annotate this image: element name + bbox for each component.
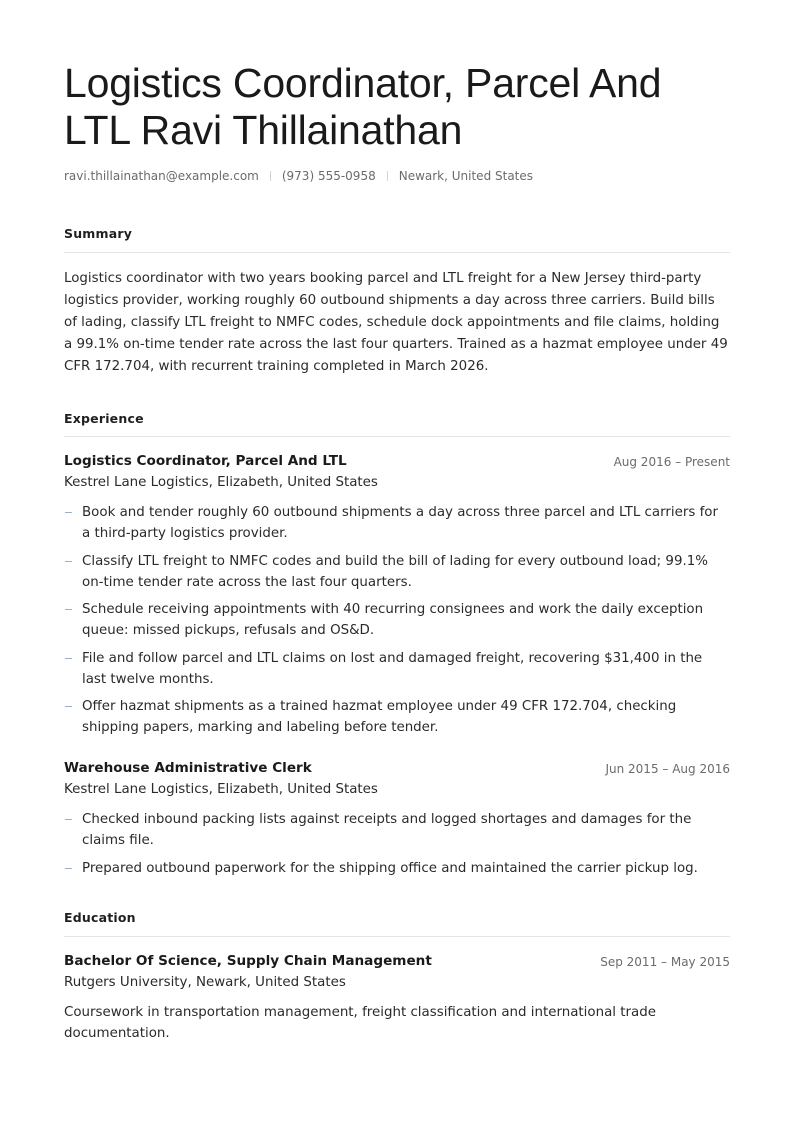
dash-icon <box>65 819 72 820</box>
job-dates: Aug 2016 – Present <box>613 455 730 469</box>
job-bullet-list <box>64 502 730 745</box>
bullet-text: Classify LTL freight to NMFC codes and build the bill of lading for every outbound load; 99.1% on-time tender rate across the last four quarters. <box>82 553 708 590</box>
summary-heading: Summary <box>64 226 133 241</box>
dash-icon <box>65 706 72 707</box>
degree-title: Bachelor Of Science, Supply Chain Management <box>64 953 432 969</box>
bullet-item <box>64 599 730 641</box>
experience-divider <box>64 436 730 437</box>
dash-icon <box>65 512 72 513</box>
dash-icon <box>65 561 72 562</box>
contact-separator <box>270 171 271 181</box>
bullet-text: Schedule receiving appointments with 40 recurring consignees and work the daily exception queue: missed pickups, refusals and OS&D. <box>82 602 704 638</box>
bullet-text: Prepared outbound paperwork for the shipping office and maintained the carrier pickup log. <box>82 860 698 876</box>
summary-text: Logistics coordinator with two years booking parcel and LTL freight for a New Jersey third-party logistics provider, working roughly 60 outbound shipments a day across three carriers. Build bills of lading, classify LTL freight to NMFC codes, schedule dock appointments and file claims, holding a 99.1% on-time tender rate across the last four quarters. Trained as a hazmat employee under 49 CFR 172.704, with recurrent training completed in March 2026. <box>64 271 728 374</box>
job-title: Warehouse Administrative Clerk <box>64 760 312 776</box>
contact-location: Newark, United States <box>398 169 534 183</box>
job-dates: Jun 2015 – Aug 2016 <box>605 762 730 776</box>
bullet-item <box>64 809 730 851</box>
resume-title: Logistics Coordinator, Parcel And LTL Ravi Thillainathan <box>64 60 662 153</box>
bullet-item <box>64 551 730 593</box>
job-organization: Kestrel Lane Logistics, Elizabeth, United States <box>64 475 378 490</box>
dash-icon <box>65 868 72 869</box>
bullet-item <box>64 696 730 738</box>
bullet-item <box>64 858 730 879</box>
summary-divider <box>64 252 730 253</box>
contact-line <box>64 166 533 186</box>
bullet-text: File and follow parcel and LTL claims on lost and damaged freight, recovering $31,400 in the last twelve months. <box>82 650 703 687</box>
contact-phone[interactable]: (973) 555-0958 <box>281 169 376 183</box>
school-name: Rutgers University, Newark, United States <box>64 975 346 990</box>
job-bullet-list <box>64 809 730 885</box>
education-details: Coursework in transportation management, freight classification and international trade documentation. <box>64 1005 656 1041</box>
bullet-item <box>64 648 730 690</box>
dash-icon <box>65 609 72 610</box>
bullet-text: Offer hazmat shipments as a trained hazmat employee under 49 CFR 172.704, checking shipping papers, marking and labeling before tender. <box>82 699 677 735</box>
dash-icon <box>65 658 72 659</box>
bullet-item <box>64 502 730 544</box>
experience-heading: Experience <box>64 411 144 426</box>
job-organization: Kestrel Lane Logistics, Elizabeth, United States <box>64 782 378 797</box>
bullet-text: Book and tender roughly 60 outbound shipments a day across three parcel and LTL carriers for a third-party logistics provider. <box>82 505 718 541</box>
education-dates: Sep 2011 – May 2015 <box>600 955 730 969</box>
contact-email[interactable]: ravi.thillainathan@example.com <box>64 169 259 183</box>
education-heading: Education <box>64 910 136 925</box>
job-title: Logistics Coordinator, Parcel And LTL <box>64 453 347 469</box>
contact-separator <box>387 171 388 181</box>
education-divider <box>64 936 730 937</box>
bullet-text: Checked inbound packing lists against receipts and logged shortages and damages for the claims file. <box>82 812 692 848</box>
